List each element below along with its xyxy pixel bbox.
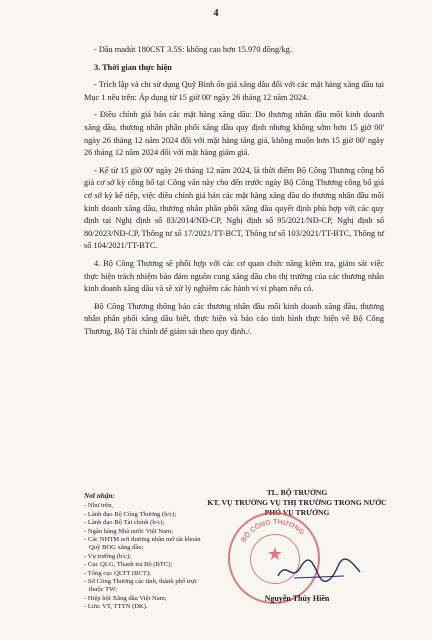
section-heading-implementation-time: 3. Thời gian thực hiện	[94, 62, 172, 72]
page-number: 4	[213, 8, 219, 19]
seal-text: BỘ CÔNG THƯƠNG	[240, 518, 306, 544]
signature-title-2: KT. VỤ TRƯỞNG VỤ THỊ TRƯỜNG TRONG NƯỚC	[207, 498, 387, 507]
signature-title-1: TL. BỘ TRƯỞNG	[266, 488, 328, 497]
paragraph-notification: Bộ Công Thương thông báo các thương nhân đầu mối kinh doanh xăng dầu, thương nhân phân phối xăng dầu biết, thực hiện và báo cáo tình hình thực hiện về Bộ Công Thương, Bộ Tài chính để giám sát theo quy định./.	[84, 301, 384, 336]
recipient-item: - Sở Công Thương các tỉnh, thành phố trực thuộc TW;	[84, 578, 198, 594]
paragraph-base-price-period: - Kể từ 15 giờ 00' ngày 26 tháng 12 năm 2024, là thời điểm Bộ Công Thương công bố giá cơ sở kỳ công bố tại Công văn này cho đến trước ngày Bộ Công Thương công bố giá cơ sở kỳ kế tiếp, việc điều chỉnh giá bán các mặt hàng xăng dầu do thương nhân đầu mối kinh doanh xăng dầu, thương nhân phân phối xăng dầu quyết định phù hợp với các quy định tại Nghị định số 83/2014/NĐ-CP, Nghị định số 95/2021/NĐ-CP, Nghị định số 80/2023/NĐ-CP, Thông tư số 17/2021/TT-BCT, Thông tư số 103/2021/TT-BTC, Thông tư số 104/2021/TT-BTC.	[84, 165, 384, 251]
recipient-item: - Vụ trưởng (b/c);	[84, 552, 132, 560]
recipient-item: - Lãnh đạo Bộ Công Thương (b/c);	[84, 510, 177, 518]
document-body	[84, 44, 384, 343]
signature-block	[194, 488, 400, 603]
paragraph-fuel-oil-price: - Dầu madút 180CST 3.5S: không cao hơn 15.970 đồng/kg.	[94, 45, 292, 54]
recipient-item: - Hiệp hội Xăng dầu Việt Nam;	[84, 594, 167, 602]
star-icon: ★	[266, 544, 284, 564]
paragraph-supervision: 4. Bộ Công Thương sẽ phối hợp với các cơ quan chức năng kiểm tra, giám sát việc thực hiện trách nhiệm bảo đảm nguồn cung xăng dầu cho thị trường của các thương nhân kinh doanh xăng dầu và sẽ xử lý nghiêm các hành vi vi phạm nếu có.	[84, 258, 384, 294]
recipient-item: - Cục QLG, Thanh tra Bộ (BTC);	[84, 561, 173, 569]
paragraph-price-adjustment: - Điều chỉnh giá bán các mặt hàng xăng dầu: Do thương nhân đầu mối kinh doanh xăng dầu, thương nhân phân phối xăng dầu quy định nhưng không sớm hơn 15 giờ 00' ngày 26 tháng 12 năm 2024 đối với mặt hàng tăng giá, không muộn hơn 15 giờ 00' ngày 26 tháng 12 năm 2024 đối với mặt hàng giảm giá.	[84, 110, 384, 158]
recipient-item: - Ngân hàng Nhà nước Việt Nam;	[84, 527, 173, 535]
recipient-item: - Như trên,	[84, 502, 114, 510]
handwritten-signature	[274, 556, 364, 584]
recipient-item: - Các NHTM nơi thương nhân mở tài khoản Quỹ BOG xăng dầu;	[84, 536, 201, 552]
recipients-title: Nơi nhận:	[84, 492, 115, 500]
signer-name: Nguyễn Thúy Hiền	[264, 594, 330, 603]
recipient-item: - Tổng cục QLTT (BCT);	[84, 569, 151, 577]
recipients-list	[84, 502, 204, 611]
recipient-item: - Lưu: VT, TTTN (DK).	[84, 603, 148, 611]
recipients-block	[84, 492, 204, 612]
paragraph-fund-usage: - Trích lập và chi sử dụng Quỹ Bình ổn giá xăng dầu đối với các mặt hàng xăng dầu tại Mục 1 nêu trên: Áp dụng từ 15 giờ 00' ngày 26 tháng 12 năm 2024.	[84, 80, 384, 102]
signature-title-3: PHÓ VỤ TRƯỞNG	[264, 508, 330, 517]
recipient-item: - Lãnh đạo Bộ Tài chính (b/c);	[84, 519, 165, 527]
